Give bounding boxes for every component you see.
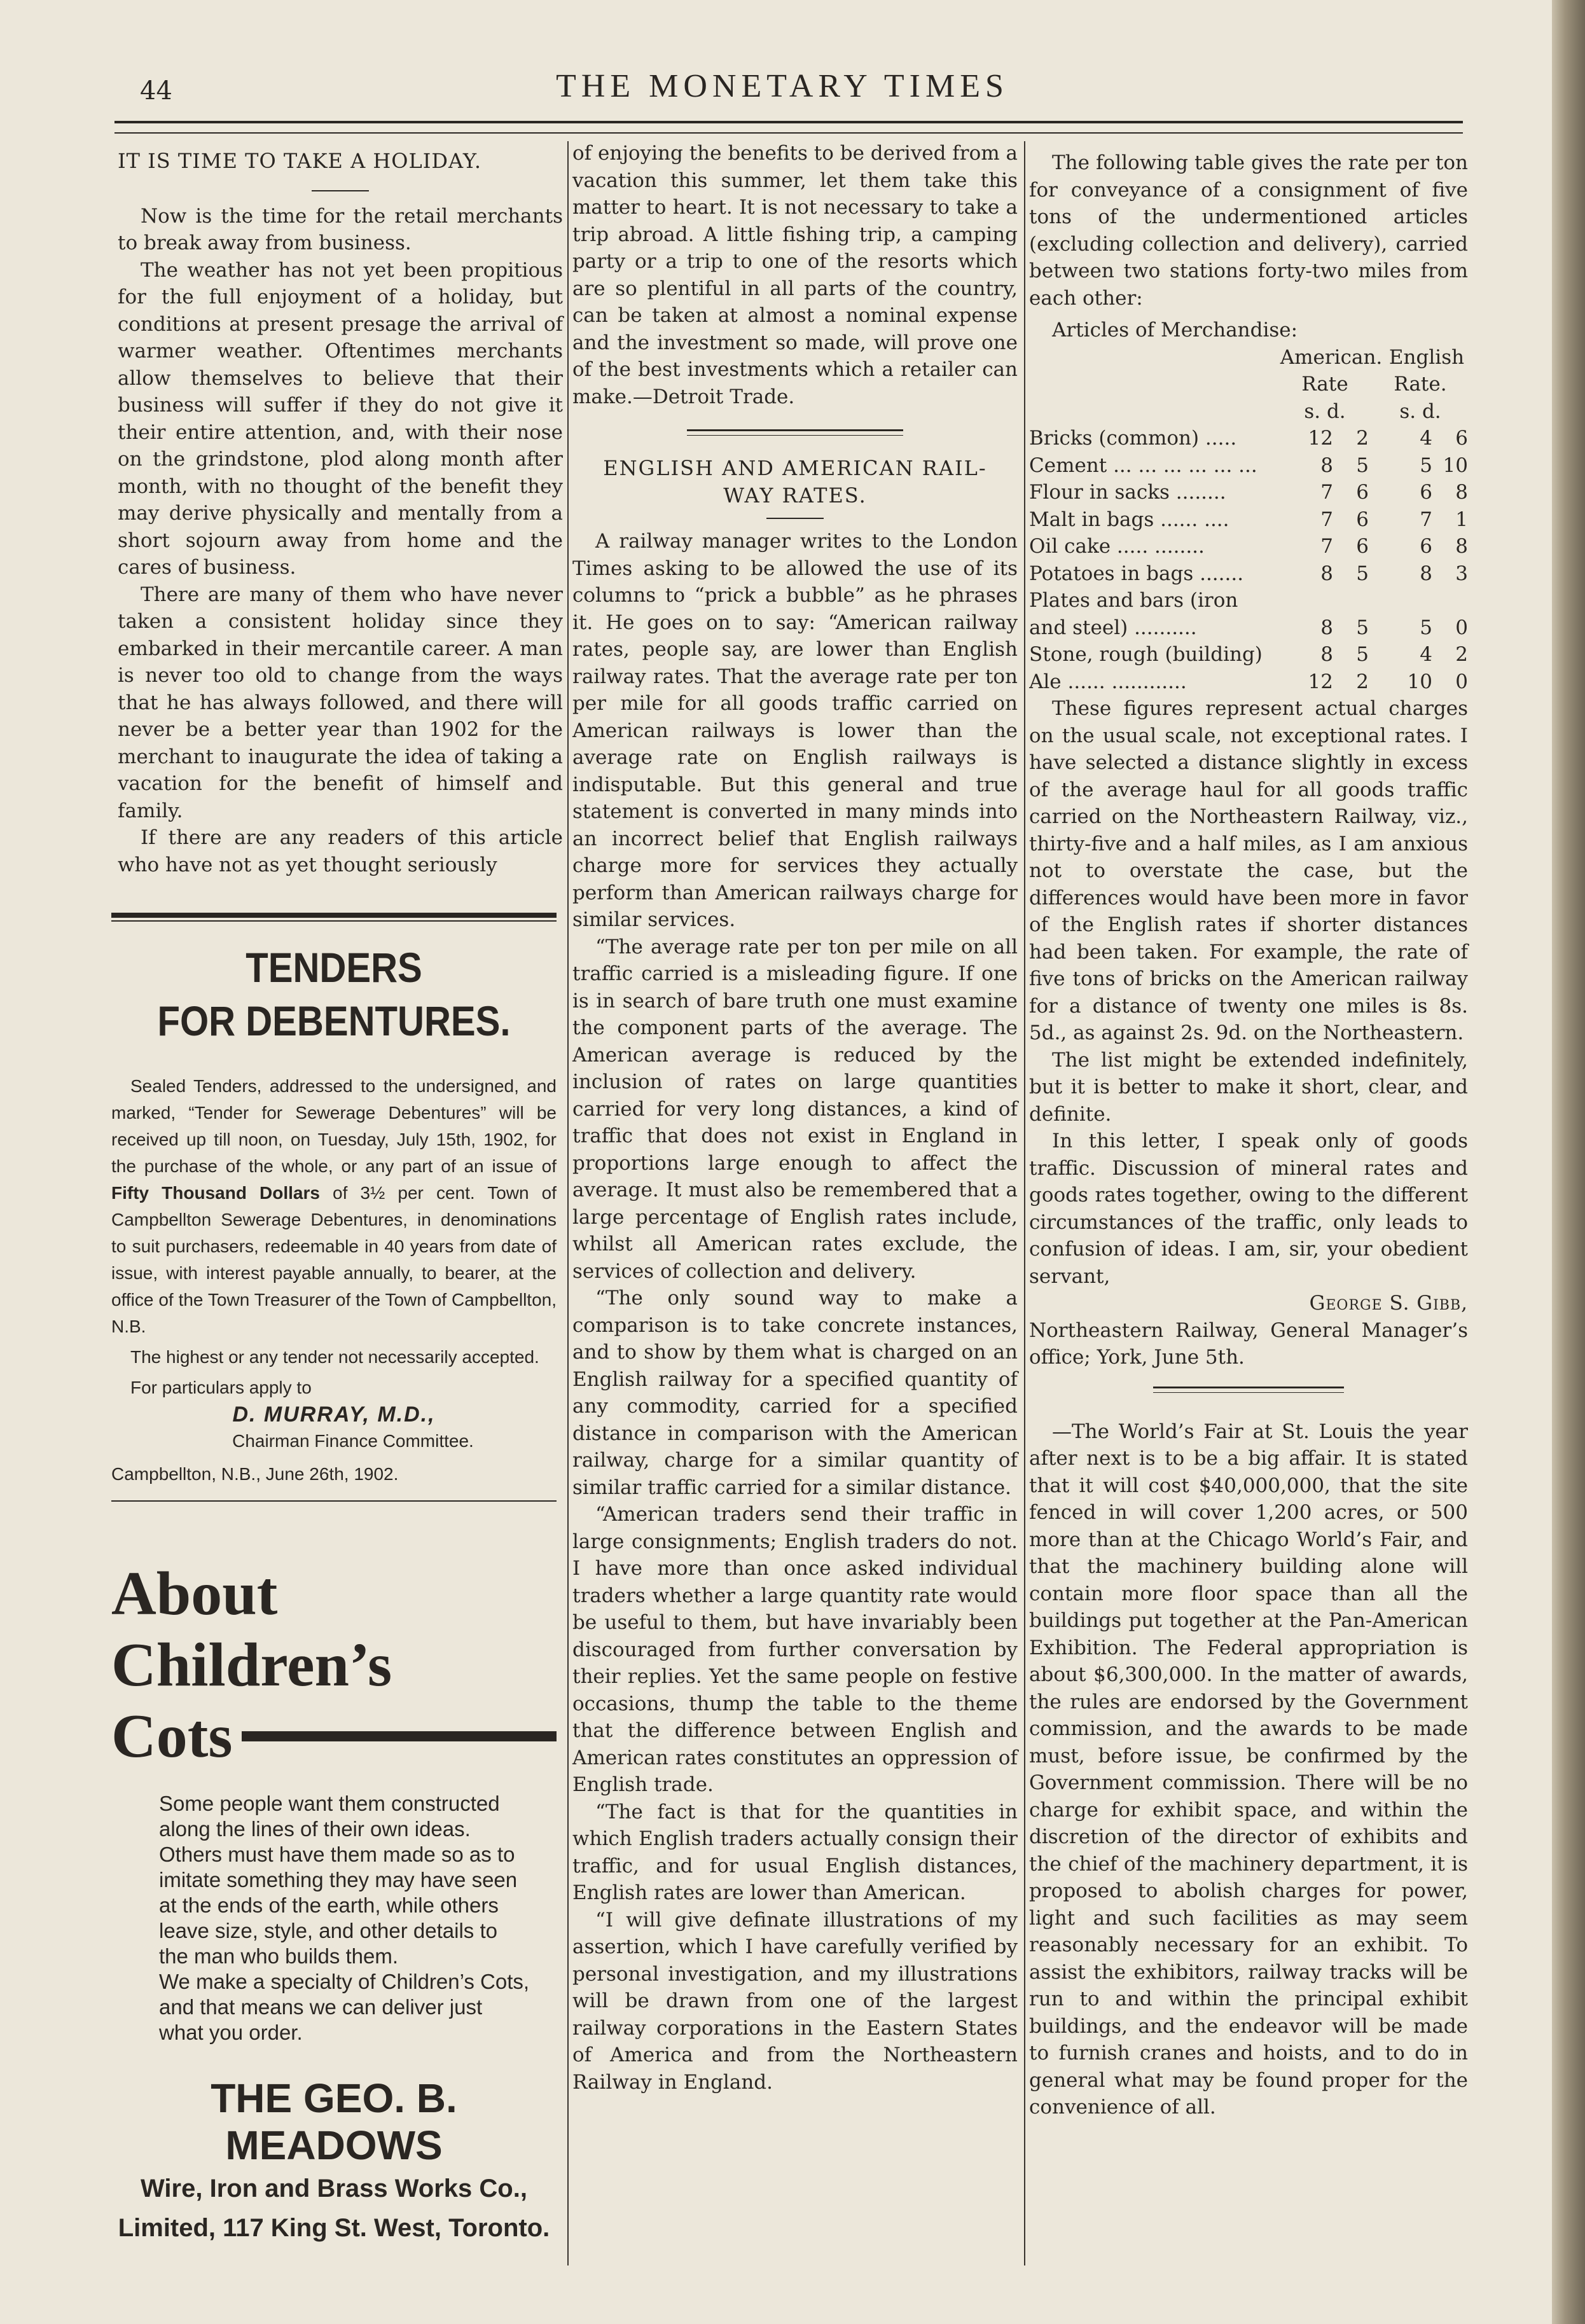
- column-gap: [1369, 614, 1394, 642]
- article-name: Bricks (common) .....: [1029, 427, 1237, 450]
- header-rule: [114, 121, 1463, 123]
- rate-es: 6: [1420, 535, 1432, 558]
- holiday-para-1: Now is the time for the retail merchants to break away from business.: [118, 204, 563, 254]
- rate-ed: 0: [1455, 670, 1468, 693]
- cots-para-1: Some people want them constructed along the lines of their own ideas. Others must have them made so as to imitate something they may have seen at the ends of the earth, while others leave size, style, and other details to the man who builds them.: [159, 1792, 518, 1968]
- col-sd-american: s. d.: [1304, 399, 1346, 423]
- holiday-rule: [312, 190, 369, 191]
- rate-ad: 5: [1356, 643, 1369, 666]
- rate-as: 12: [1308, 427, 1333, 450]
- cots-title-line-2: Children’s: [111, 1631, 392, 1699]
- rates-table: [1029, 344, 1468, 696]
- cots-title-row: [111, 1701, 557, 1772]
- column-2: [572, 140, 1018, 2096]
- cots-para-2: We make a specialty of Children’s Cots, and that means we can deliver just what you order.: [159, 1970, 530, 2044]
- tenders-para-1: [111, 1073, 557, 1340]
- column-gap: [1369, 452, 1394, 480]
- article-name: Potatoes in bags .......: [1029, 562, 1244, 585]
- meadows-company: THE GEO. B. MEADOWS: [211, 2075, 457, 2168]
- rate-ad: 6: [1356, 535, 1369, 558]
- table-caption: Articles of Merchandise:: [1052, 319, 1298, 342]
- cots-advertisement: [111, 1558, 557, 2248]
- holiday-continued: of enjoying the benefits to be derived from a vacation this summer, let them take this matter to heart. It is not necessary to take a trip abroad. A little fishing trip, a camping party or a trip to one of the resorts which are so plentiful in all parts of the country, can be taken at almost a nominal expense and the investment so made, will prove one of the best investments which a retailer can make.—Detroit Trade.: [572, 142, 1018, 408]
- tenders-advertisement: [111, 913, 557, 1502]
- rate-ed: 2: [1455, 643, 1468, 666]
- article-name: Oil cake ..... ........: [1029, 535, 1205, 558]
- rate-es: 10: [1407, 670, 1432, 693]
- rate-es: 4: [1420, 643, 1432, 666]
- tenders-amount: Fifty Thousand Dollars: [111, 1183, 320, 1203]
- cots-title-line-1: About: [111, 1560, 278, 1628]
- rate-as: 8: [1320, 453, 1333, 477]
- rate-es: [1394, 587, 1432, 614]
- rate-es: 5: [1420, 616, 1432, 639]
- column-1: [118, 140, 563, 878]
- tenders-para-1b: of 3½ per cent. Town of Campbellton Sewerage Debentures, in denominations to suit purchasers, redeemable in 40 years from date of issue, with interest payable annually, to bearer, at the office of the Town Treasurer of the Town of Campbellton, N.B.: [111, 1183, 557, 1336]
- rate-es: 7: [1420, 508, 1432, 531]
- col-sd-english: s. d.: [1399, 399, 1441, 423]
- holiday-title: IT IS TIME TO TAKE A HOLIDAY.: [118, 149, 482, 173]
- table-row: [1029, 668, 1468, 696]
- rate-as: 7: [1320, 535, 1333, 558]
- masthead-title: THE MONETARY TIMES: [556, 68, 1009, 104]
- table-row: [1029, 479, 1468, 506]
- rate-ed: 8: [1455, 535, 1468, 558]
- col-american: American.: [1280, 345, 1383, 369]
- railway-after-3: In this letter, I speak only of goods traffic. Discussion of mineral rates and goods rates together, owing to the different circumstances of the traffic, only leads to confusion of ideas. I am, sir, your obedient servant,: [1029, 1130, 1468, 1288]
- column-gap: [1369, 587, 1394, 614]
- table-row: [1029, 452, 1468, 480]
- railway-para-4: “American traders send their traffic in large consignments; English traders do not. I have more than once asked individual traders whether a large quantity rate would be useful to them, but have invariably been discouraged from further conversation by their replies. Yet the same people on festive occasions, thump the table to the theme that the difference between English and American rates constitutes an oppression of English trade.: [572, 1503, 1018, 1796]
- rate-as: 12: [1308, 670, 1333, 693]
- signature: George S. Gibb,: [1309, 1292, 1468, 1315]
- rate-ad: 5: [1356, 453, 1369, 477]
- meadows-line-3: Limited, 117 King St. West, Toronto.: [118, 2214, 550, 2242]
- rate-ad: 5: [1356, 616, 1369, 639]
- rate-rows: [1029, 425, 1468, 695]
- rate-ad: [1333, 587, 1369, 614]
- cots-body: [111, 1791, 557, 2045]
- table-row: [1029, 614, 1468, 642]
- rate-as: 8: [1320, 562, 1333, 585]
- railway-para-1: A railway manager writes to the London Times asking to be allowed the use of its columns to “prick a bubble” as he phrases it. He goes on to say: “American railway rates, people say, are lower than English railway rates. That the average rate per ton per mile for all goods traffic carried on American railways is lower than the average rate on English railways is indisputable. But this general and true statement is converted in many minds into an incorrect belief that English railways charge more for services they actually perform than American railways charge for similar services.: [572, 530, 1018, 931]
- column-gap: [1369, 506, 1394, 534]
- column-divider-1: [567, 141, 569, 2265]
- tenders-para-1a: Sealed Tenders, addressed to the undersigned, and marked, “Tender for Sewerage Debentures” will be received up till noon, on Tuesday, July 15th, 1902, for the purchase of the whole, or any part of an issue of: [111, 1076, 557, 1176]
- rate-ed: 1: [1455, 508, 1468, 531]
- article-name: Plates and bars (iron: [1029, 589, 1238, 612]
- railway-after-1: These figures represent actual charges on the usual scale, not exceptional rates. I have selected a distance slightly in excess of the average haul for all goods traffic carried on the Northeastern Railway, viz., thirty-five and a half miles, as I am anxious not to overstate the case, but the differences would have been more in favor of the English rates if shorter distances had been taken. For example, the rate of five tons of bricks on the American railway for a distance of twenty one miles is 8s. 5d., as against 2s. 9d. on the Northeastern.: [1029, 697, 1468, 1044]
- rate-ad: 5: [1356, 562, 1369, 585]
- book-binding-edge: [1552, 0, 1585, 2324]
- table-row: [1029, 506, 1468, 534]
- table-header-2: [1029, 371, 1468, 398]
- rate-es: 6: [1420, 481, 1432, 504]
- railway-para-2: “The average rate per ton per mile on all traffic carried is a misleading figure. If one is in search of bare truth one must examine the component parts of the average. The American average is reduced by the inclusion of rates on large quantities carried for very long distances, a kind of traffic that does not exist in England in proportions large enough to affect the average. It must also be remembered that a large percentage of English rates include, whilst all American rates exclude, the services of collection and delivery.: [572, 935, 1018, 1283]
- rate-ed: 6: [1455, 427, 1468, 450]
- cots-title-line-3: Cots: [111, 1702, 233, 1771]
- tenders-para-3: For particulars apply to: [130, 1378, 312, 1397]
- rate-ad: 6: [1356, 481, 1369, 504]
- holiday-para-4: If there are any readers of this article who have not as yet thought seriously: [118, 826, 563, 876]
- cots-title-bar: [242, 1731, 557, 1741]
- rate-as: 8: [1320, 616, 1333, 639]
- railway-para-3: “The only sound way to make a comparison is to take concrete instances, and to show by them what is charged on an English railway for a specified quantity of any commodity, carried for a specified distance in comparison with the American railway, charge for a similar quantity of similar traffic carried for a similar distance.: [572, 1287, 1018, 1499]
- holiday-para-3: There are many of them who have never taken a consistent holiday since they embarked in their mercantile career. A man is never too old to change from the ways that he has always followed, and there will never be a better year than 1902 for the merchant to inaugurate the idea of taking a vacation for the benefit of himself and family.: [118, 583, 563, 822]
- table-row: [1029, 425, 1468, 452]
- column-gap: [1369, 533, 1394, 560]
- rate-ed: 8: [1455, 481, 1468, 504]
- table-row: [1029, 533, 1468, 560]
- rate-ed: [1432, 587, 1468, 614]
- column-3: [1029, 149, 1468, 2121]
- column-gap: [1369, 560, 1394, 588]
- article-name: Ale ...... ............: [1029, 670, 1187, 693]
- rate-as: 7: [1320, 481, 1333, 504]
- rate-ed: 10: [1443, 453, 1468, 477]
- railway-title-line-1: ENGLISH AND AMERICAN RAIL-: [603, 456, 987, 480]
- worlds-fair-paragraph: —The World’s Fair at St. Louis the year after next is to be a big affair. It is stated that it will cost $40,000,000, that the site fenced in will cover 1,200 acres, or 500 more than at the Chicago World’s Fair, and that the machinery building alone will contain more floor space than all the buildings put together at the Pan-American Exhibition. The Federal appropriation is about $6,300,000. In the matter of awards, the rules are endorsed by the Government commission, and the awards to be made must, before issue, be confirmed by the Government commission. There will be no charge for exhibit space, and within the discretion of the director of exhibits and the chief of the machinery department, it is proposed to abolish charges for power, light and such facilities as may seem reasonably necessary for an exhibit. To assist the exhibitors, railway tracks will be run to and within the principal exhibit buildings, and the endeavor will be made to furnish cranes and hoists, and to do in general what may be found proper for the convenience of all.: [1029, 1420, 1468, 2119]
- rate-as: [1295, 587, 1333, 614]
- page-header: [102, 64, 1463, 106]
- fair-divider: [1153, 1387, 1344, 1393]
- column-divider-2: [1024, 141, 1025, 2265]
- railway-title-line-2: WAY RATES.: [723, 483, 867, 508]
- tenders-para-2: The highest or any tender not necessarily accepted.: [130, 1347, 539, 1367]
- rate-as: 7: [1320, 508, 1333, 531]
- railway-para-5: “The fact is that for the quantities in which English traders actually consign their traffic, and for usual English distances, English rates are lower than American.: [572, 1800, 1018, 1904]
- column-gap: [1369, 425, 1394, 452]
- table-row: [1029, 560, 1468, 588]
- ad-bottom-bar: [111, 1500, 557, 1502]
- railway-after-2: The list might be extended indefinitely, but it is better to make it short, clear, and definite.: [1029, 1048, 1468, 1126]
- table-header-1: [1029, 344, 1468, 371]
- meadows-line-2: Wire, Iron and Brass Works Co.,: [141, 2175, 527, 2203]
- rate-es: 8: [1420, 562, 1432, 585]
- col-english: English: [1388, 345, 1465, 369]
- header-rule-thin: [114, 132, 1463, 134]
- column-gap: [1369, 668, 1394, 696]
- rate-es: 4: [1420, 427, 1432, 450]
- article-name: Flour in sacks ........: [1029, 481, 1226, 504]
- signature-office: Northeastern Railway, General Manager’s office; York, June 5th.: [1029, 1318, 1468, 1369]
- tenders-body: [111, 1073, 557, 1488]
- railway-para-6: “I will give definate illustrations of my assertion, which I have carefully verified by personal investigation, and my illustrations will be drawn from one of the largest railway corporations in the Eastern States of America and from the Northeastern Railway in England.: [572, 1908, 1018, 2094]
- article-name: Malt in bags ...... ....: [1029, 508, 1229, 531]
- column-gap: [1369, 641, 1394, 668]
- tenders-title-line-2: FOR DEBENTURES.: [157, 997, 511, 1044]
- ad-top-bar: [111, 913, 557, 918]
- table-row: [1029, 641, 1468, 668]
- railway-table-intro: The following table gives the rate per ton for conveyance of a consignment of five tons of the undermentioned articles (excluding collection and delivery), carried between two stations forty-two miles from each other:: [1029, 151, 1468, 310]
- railway-rule: [766, 518, 824, 519]
- tenders-name: D. MURRAY, M.D.,: [232, 1402, 436, 1427]
- col-rate-english: Rate.: [1394, 373, 1447, 396]
- article-name: Cement ... ... ... ... ... ...: [1029, 453, 1257, 477]
- rate-as: 8: [1320, 643, 1333, 666]
- rate-ed: 0: [1455, 616, 1468, 639]
- col-rate-american: Rate: [1301, 373, 1348, 396]
- column-gap: [1369, 479, 1394, 506]
- rate-ed: 3: [1455, 562, 1468, 585]
- section-divider: [687, 429, 903, 436]
- holiday-para-2: The weather has not yet been propitious for the full enjoyment of a holiday, but conditions at present presage the arrival of warmer weather. Oftentimes merchants allow themselves to believe that their business will suffer if they do not give it their entire attention, and, with their nose on the grindstone, plod along month after month, with no thought of the benefit they may derive physically and mentally from a short sojourn away from home and the cares of business.: [118, 258, 563, 579]
- tenders-role: Chairman Finance Committee.: [232, 1431, 474, 1451]
- rate-ad: 2: [1356, 670, 1369, 693]
- tenders-title-line-1: TENDERS: [246, 944, 422, 991]
- table-row: [1029, 587, 1468, 614]
- article-name: and steel) ..........: [1029, 616, 1197, 639]
- rate-ad: 6: [1356, 508, 1369, 531]
- article-name: Stone, rough (building): [1029, 643, 1263, 666]
- rate-es: 5: [1420, 453, 1432, 477]
- table-header-3: [1029, 398, 1468, 425]
- page-number: 44: [140, 76, 172, 106]
- tenders-dateline: Campbellton, N.B., June 26th, 1902.: [111, 1464, 399, 1484]
- rate-ad: 2: [1356, 427, 1369, 450]
